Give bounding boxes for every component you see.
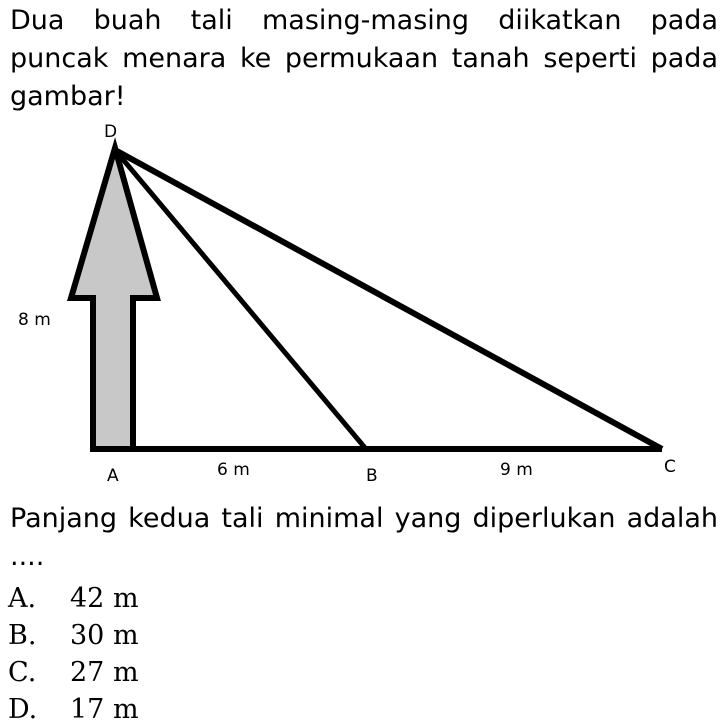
tower-arrow bbox=[71, 148, 157, 449]
tower-diagram bbox=[0, 110, 727, 490]
label-a: A bbox=[107, 466, 119, 486]
label-bc: 9 m bbox=[500, 460, 533, 480]
label-b: B bbox=[366, 466, 378, 486]
label-c: C bbox=[664, 457, 676, 477]
question-intro: Dua buah tali masing-masing diikatkan pada puncak menara ke permukaan tanah seperti pada gambar! bbox=[10, 5, 718, 112]
option-a[interactable]: A. 42 m bbox=[8, 583, 139, 614]
option-d[interactable]: D. 17 m bbox=[8, 694, 139, 725]
label-ab: 6 m bbox=[217, 460, 250, 480]
option-c[interactable]: C. 27 m bbox=[8, 657, 139, 688]
label-height: 8 m bbox=[18, 310, 51, 330]
answer-options bbox=[8, 580, 139, 728]
option-b[interactable]: B. 30 m bbox=[8, 620, 139, 651]
label-d: D bbox=[104, 122, 118, 142]
rope-dc bbox=[115, 150, 662, 449]
question-prompt: Panjang kedua tali minimal yang diperlukan adalah .... bbox=[10, 503, 718, 572]
